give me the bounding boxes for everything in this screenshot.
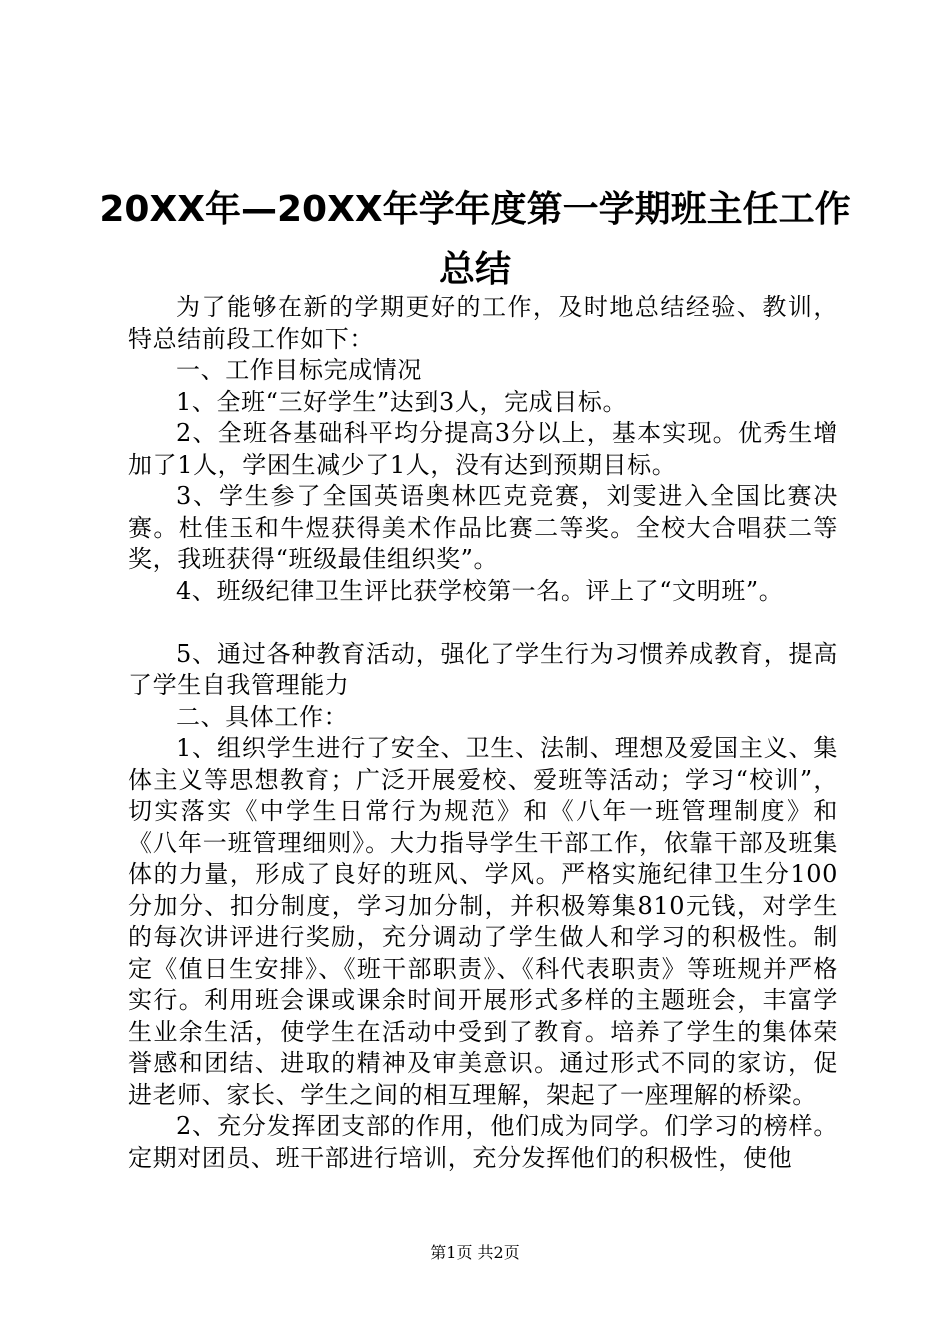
paragraph-goal-5: 5、通过各种教育活动，强化了学生行为习惯养成教育，提高了学生自我管理能力: [128, 639, 838, 699]
document-body: [128, 292, 838, 1174]
section-heading-work: 二、具体工作：: [176, 702, 349, 731]
page-number-footer: 第1页 共2页: [430, 1243, 520, 1262]
paragraph-goal-4: 4、班级纪律卫生评比获学校第一名。评上了“文明班”。: [176, 576, 784, 605]
paragraph-work-1: 1、组织学生进行了安全、卫生、法制、理想及爱国主义、集体主义等思想教育；广泛开展爱校、爱班等活动；学习“校训”，切实落实《中学生日常行为规范》和《八年一班管理制度》和《八年一班管理细则》。大力指导学生干部工作，依靠干部及班集体的力量，形成了良好的班风、学风。严格实施纪律卫生分100分加分、扣分制度，学习加分制，并积极筹集810元钱，对学生的每次讲评进行奖励，充分调动了学生做人和学习的积极性。制定《值日生安排》、《班干部职责》、《科代表职责》等班规并严格实行。利用班会课或课余时间开展形式多样的主题班会，丰富学生业余生活，使学生在活动中受到了教育。培养了学生的集体荣誉感和团结、进取的精神及审美意识。通过形式不同的家访，促进老师、家长、学生之间的相互理解，架起了一座理解的桥梁。: [128, 734, 838, 1109]
document-title-line-2: 总结: [438, 249, 511, 290]
document-title-line-1: 20XX年—20XX年学年度第一学期班主任工作: [99, 189, 851, 230]
paragraph-intro: 为了能够在新的学期更好的工作，及时地总结经验、教训，特总结前段工作如下：: [128, 293, 838, 353]
paragraph-work-2: 2、充分发挥团支部的作用，他们成为同学。们学习的榜样。定期对团员、班干部进行培训，充分发挥他们的积极性，使他: [128, 1112, 838, 1172]
paragraph-goal-2: 2、全班各基础科平均分提高3分以上，基本实现。优秀生增加了1人，学困生减少了1人，没有达到预期目标。: [128, 419, 838, 479]
section-heading-goals: 一、工作目标完成情况: [176, 356, 422, 384]
paragraph-goal-3: 3、学生参了全国英语奥林匹克竞赛，刘雯进入全国比赛决赛。杜佳玉和牛煜获得美术作品比赛二等奖。全校大合唱获二等奖，我班获得“班级最佳组织奖”。: [128, 482, 838, 573]
paragraph-goal-1: 1、全班“三好学生”达到3人，完成目标。: [176, 387, 628, 416]
